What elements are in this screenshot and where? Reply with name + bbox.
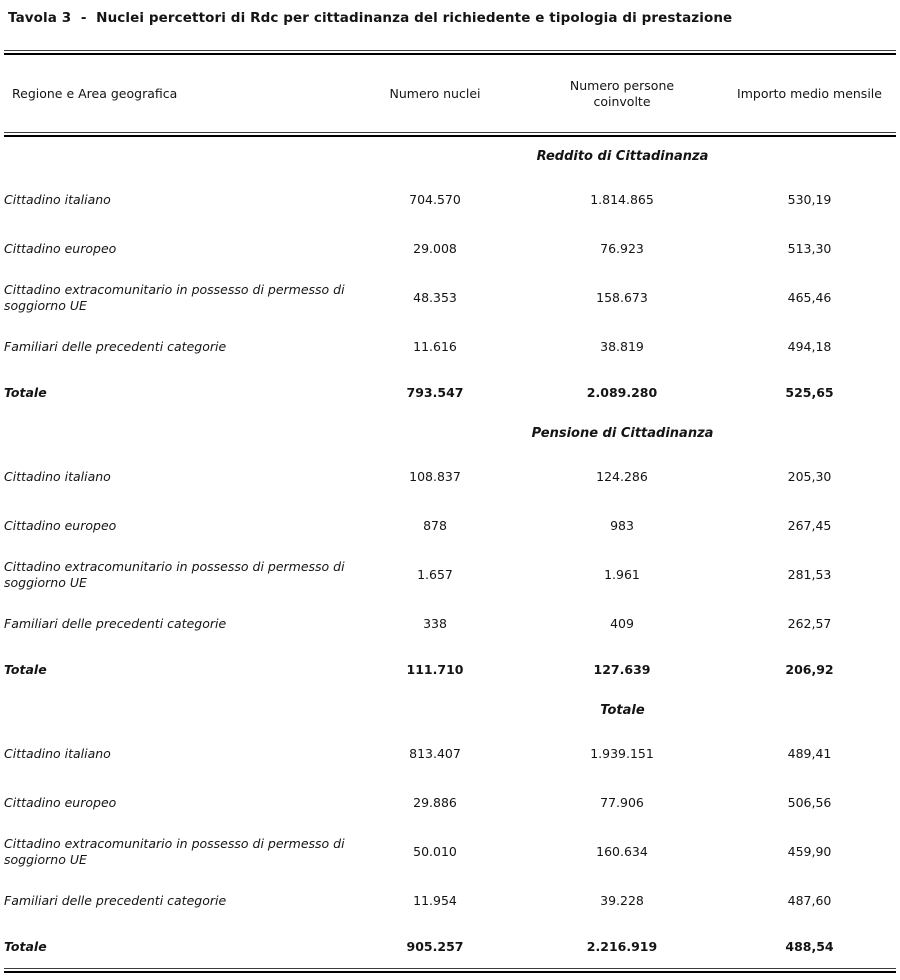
section-header-row xyxy=(4,691,896,729)
cell-importo-medio: 465,46 xyxy=(787,290,832,305)
cell-numero-persone: 76.923 xyxy=(600,241,644,256)
cell-numero-persone: 409 xyxy=(610,616,634,631)
section-title-totale: Totale xyxy=(600,702,645,718)
row-label: Cittadino extracomunitario in possesso di permesso di soggiorno UE xyxy=(4,282,345,313)
row-label: Cittadino italiano xyxy=(4,745,111,761)
row-label: Cittadino italiano xyxy=(4,468,111,484)
row-label: Familiari delle precedenti categorie xyxy=(4,615,227,631)
column-header-regione: Regione e Area geografica xyxy=(12,86,178,101)
column-header-numero-persone xyxy=(521,55,723,132)
cell-numero-persone: 1.961 xyxy=(604,567,640,582)
cell-importo-medio: 267,45 xyxy=(787,518,832,533)
cell-importo-medio: 487,60 xyxy=(787,893,832,908)
row-label: Cittadino extracomunitario in possesso di permesso di soggiorno UE xyxy=(4,559,345,590)
cell-numero-persone: 124.286 xyxy=(596,469,648,484)
cell-numero-nuclei: 793.547 xyxy=(406,385,464,400)
bottom-rule-row xyxy=(4,968,896,973)
table-row xyxy=(4,778,896,827)
cell-numero-persone: 2.089.280 xyxy=(586,385,658,400)
table-row xyxy=(4,224,896,273)
cell-numero-nuclei: 29.008 xyxy=(413,241,457,256)
cell-numero-nuclei: 704.570 xyxy=(409,192,461,207)
total-row xyxy=(4,371,896,414)
total-row xyxy=(4,648,896,691)
double-rule-bottom xyxy=(4,968,896,973)
table-row xyxy=(4,827,896,876)
section-title-reddito: Reddito di Cittadinanza xyxy=(536,148,709,164)
column-header-numero-nuclei: Numero nuclei xyxy=(389,86,481,101)
cell-importo-medio: 530,19 xyxy=(787,192,832,207)
row-label: Cittadino extracomunitario in possesso di permesso di soggiorno UE xyxy=(4,836,345,867)
row-label: Familiari delle precedenti categorie xyxy=(4,338,227,354)
cell-importo-medio: 281,53 xyxy=(787,567,832,582)
table-row xyxy=(4,599,896,648)
cell-numero-persone: 160.634 xyxy=(596,844,648,859)
rdc-table xyxy=(4,50,896,973)
cell-numero-persone: 39.228 xyxy=(600,893,644,908)
cell-importo-medio: 506,56 xyxy=(787,795,832,810)
cell-numero-persone: 38.819 xyxy=(600,339,644,354)
cell-numero-nuclei: 878 xyxy=(423,518,447,533)
cell-numero-nuclei: 813.407 xyxy=(409,746,461,761)
cell-importo-medio: 513,30 xyxy=(787,241,832,256)
cell-numero-persone: 158.673 xyxy=(596,290,648,305)
table-row xyxy=(4,501,896,550)
row-label: Totale xyxy=(4,938,47,954)
cell-importo-medio: 206,92 xyxy=(785,662,834,677)
table-row xyxy=(4,729,896,778)
table-row xyxy=(4,452,896,501)
table-row xyxy=(4,273,896,322)
column-header-numero-persone-label: Numero persone coinvolte xyxy=(569,77,675,109)
column-header-importo: Importo medio mensile xyxy=(737,86,882,101)
cell-numero-nuclei: 11.616 xyxy=(413,339,457,354)
cell-numero-persone: 1.814.865 xyxy=(590,192,654,207)
section-title-pensione: Pensione di Cittadinanza xyxy=(531,425,714,441)
cell-importo-medio: 262,57 xyxy=(787,616,832,631)
cell-importo-medio: 459,90 xyxy=(787,844,832,859)
table-row xyxy=(4,550,896,599)
table-row xyxy=(4,322,896,371)
row-label: Cittadino europeo xyxy=(4,240,117,256)
row-label: Cittadino europeo xyxy=(4,794,117,810)
cell-numero-nuclei: 108.837 xyxy=(409,469,461,484)
cell-numero-nuclei: 905.257 xyxy=(406,939,464,954)
cell-numero-nuclei: 1.657 xyxy=(417,567,453,582)
total-row xyxy=(4,925,896,968)
cell-numero-nuclei: 29.886 xyxy=(413,795,457,810)
table-title: Tavola 3 - Nuclei percettori di Rdc per cittadinanza del richiedente e tipologia di prestazione xyxy=(8,10,733,26)
cell-numero-persone: 77.906 xyxy=(600,795,644,810)
row-label: Cittadino europeo xyxy=(4,517,117,533)
cell-importo-medio: 494,18 xyxy=(787,339,832,354)
cell-numero-nuclei: 338 xyxy=(423,616,447,631)
cell-numero-nuclei: 111.710 xyxy=(406,662,464,677)
row-label: Familiari delle precedenti categorie xyxy=(4,892,227,908)
cell-numero-nuclei: 50.010 xyxy=(413,844,457,859)
row-label: Totale xyxy=(4,661,47,677)
table-row xyxy=(4,876,896,925)
cell-numero-persone: 2.216.919 xyxy=(586,939,658,954)
cell-numero-persone: 1.939.151 xyxy=(590,746,654,761)
cell-numero-persone: 983 xyxy=(610,518,634,533)
cell-importo-medio: 525,65 xyxy=(785,385,834,400)
column-header-row xyxy=(4,55,896,132)
cell-numero-nuclei: 48.353 xyxy=(413,290,457,305)
table-row xyxy=(4,175,896,224)
cell-numero-nuclei: 11.954 xyxy=(413,893,457,908)
row-label: Cittadino italiano xyxy=(4,191,111,207)
section-header-row xyxy=(4,137,896,175)
cell-importo-medio: 489,41 xyxy=(787,746,832,761)
row-label: Totale xyxy=(4,384,47,400)
cell-importo-medio: 488,54 xyxy=(785,939,834,954)
cell-numero-persone: 127.639 xyxy=(593,662,651,677)
section-header-row xyxy=(4,414,896,452)
cell-importo-medio: 205,30 xyxy=(787,469,832,484)
